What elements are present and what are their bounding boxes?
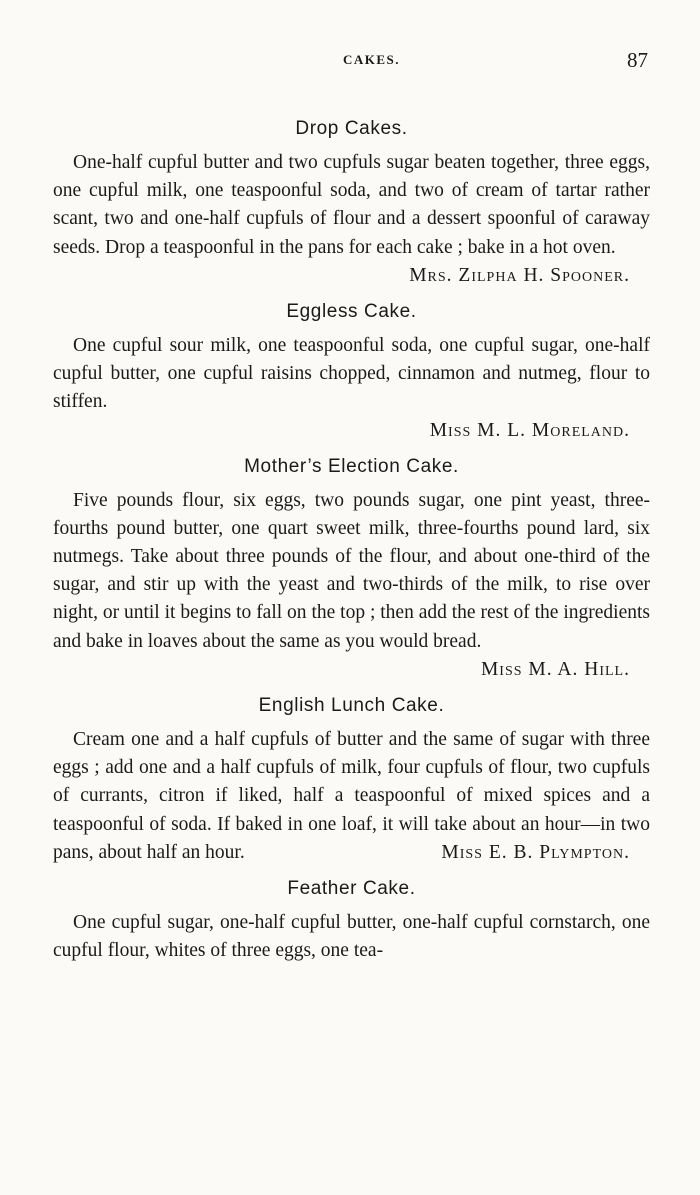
- recipe-feather-cake: [53, 875, 650, 965]
- section-title: CAKES.: [342, 52, 401, 67]
- recipe-title: Eggless Cake.: [286, 301, 417, 323]
- recipe-text: Cream one and a half cupfuls of butter and the same of sugar with three eggs ; add one and a half cupfuls of milk, four cupfuls of flour, two cupfuls of currants, citron if liked, half a teaspoonful of mixed spices and a teaspoonful of soda. If baked in one loaf, it will take about an hour—in two pans, about half an hour.: [53, 729, 650, 863]
- recipe-title: Feather Cake.: [287, 878, 416, 900]
- recipe-drop-cakes: [53, 115, 650, 290]
- page-number: 87: [627, 48, 648, 72]
- recipe-text: Five pounds flour, six eggs, two pounds sugar, one pint yeast, three-fourths pound butter, one quart sweet milk, three-fourths pound lard, six nutmegs. Take about three pounds of the flour, and about one-third of the sugar, and stir up with the yeast and two-thirds of the milk, to rise over night, or until it begins to fall on the top ; then add the rest of the ingredients and bake in loaves about the same as you would bread.: [53, 489, 650, 652]
- recipe-title: Mother’s Election Cake.: [244, 455, 459, 477]
- recipe-body: [53, 726, 650, 867]
- recipe-mothers-election-cake: [53, 453, 650, 684]
- recipe-title: Drop Cakes.: [295, 118, 408, 139]
- running-head: [53, 48, 650, 78]
- recipe-body: [53, 149, 650, 290]
- recipe-attribution: Miss E. B. Plympton.: [441, 841, 630, 863]
- book-page: [53, 48, 650, 965]
- recipe-text: One-half cupful butter and two cupfuls sugar beaten together, three eggs, one cupful milk, one teaspoonful soda, and two of cream of tartar rather scant, two and one-half cupfuls of flour and a dessert spoonful of caraway seeds. Drop a teaspoonful in the pans for each cake ; bake in a hot oven.: [53, 152, 650, 258]
- recipe-attribution: Miss M. L. Moreland.: [429, 419, 630, 441]
- recipe-english-lunch-cake: [53, 692, 650, 867]
- recipe-title: English Lunch Cake.: [258, 695, 445, 717]
- recipe-eggless-cake: [53, 298, 650, 445]
- recipe-body: One cupful sugar, one-half cupful butter, one-half cupful cornstarch, one cupful flour, whites of three eggs, one tea-: [53, 912, 650, 962]
- recipe-body: [53, 487, 650, 684]
- recipe-attribution: Mrs. Zilpha H. Spooner.: [409, 264, 630, 286]
- recipe-body: One cupful sour milk, one teaspoonful soda, one cupful sugar, one-half cupful butter, one cupful raisins chopped, cinnamon and nutmeg, flour to stiffen.: [53, 335, 650, 413]
- recipe-attribution: Miss M. A. Hill.: [480, 658, 630, 680]
